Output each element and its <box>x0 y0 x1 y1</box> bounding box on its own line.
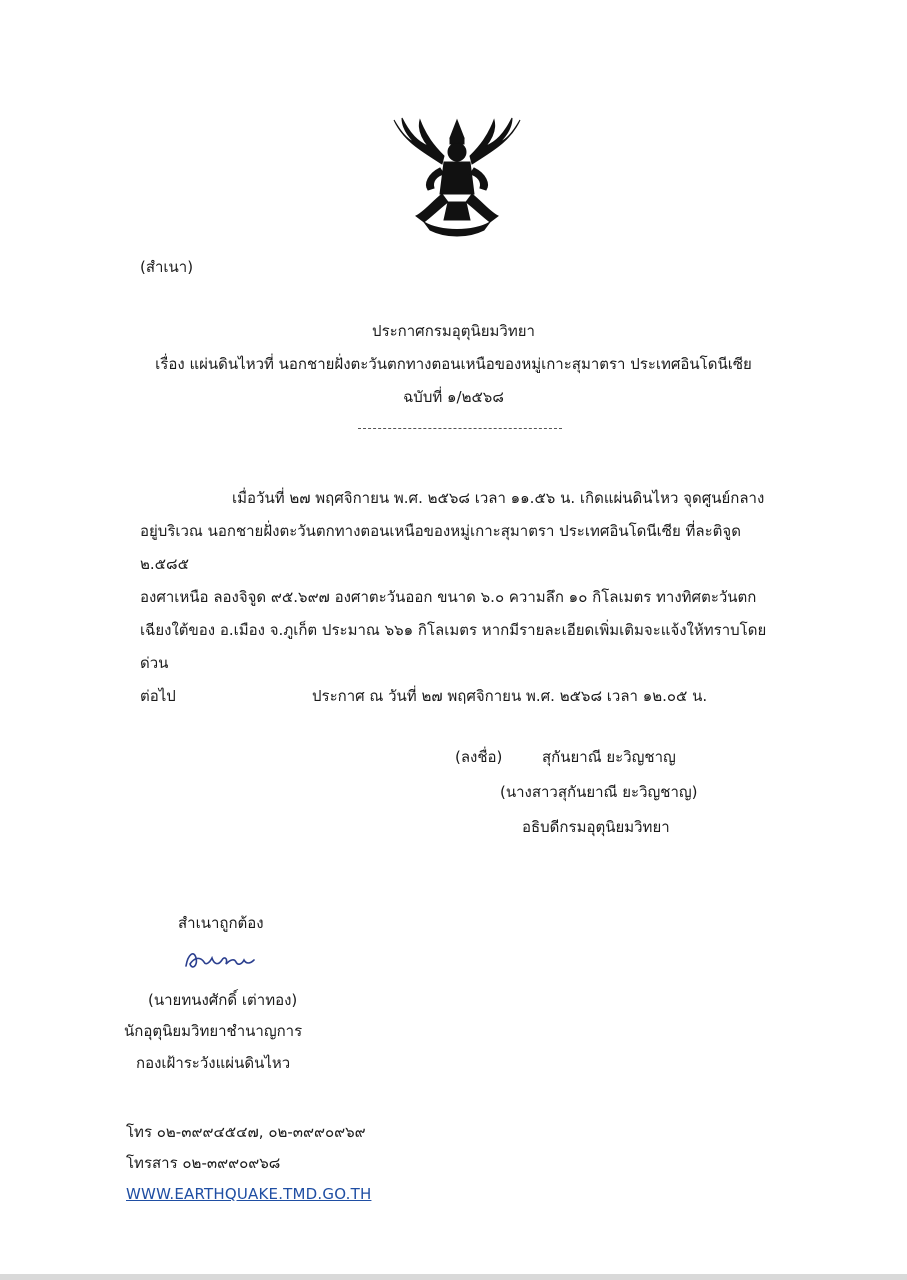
body-line: เมื่อวันที่ ๒๗ พฤศจิกายน พ.ศ. ๒๕๖๘ เวลา ๑๑.๕๖ น. เกิดแผ่นดินไหว จุดศูนย์กลาง <box>232 489 765 507</box>
signed-label: (ลงชื่อ) <box>455 748 503 766</box>
contact-phone: โทร ๐๒-๓๙๙๔๕๔๗, ๐๒-๓๙๙๐๙๖๙ <box>126 1123 366 1141</box>
body-line: เฉียงใต้ของ อ.เมือง จ.ภูเก็ต ประมาณ ๖๖๑ กิโลเมตร หากมีรายละเอียดเพิ่มเติมจะแจ้งให้ทราบโดยด่วน <box>140 621 767 672</box>
certifier-name: (นายทนงศักดิ์ เต่าทอง) <box>148 991 298 1009</box>
announcement-issue: ฉบับที่ ๑/๒๕๖๘ <box>403 388 504 406</box>
header-divider <box>358 428 562 429</box>
body-line: อยู่บริเวณ นอกชายฝั่งตะวันตกทางตอนเหนือของหมู่เกาะสุมาตรา ประเทศอินโดนีเซีย ที่ละติจูด ๒.๕๘๕ <box>140 522 741 573</box>
announce-date: ประกาศ ณ วันที่ ๒๗ พฤศจิกายน พ.ศ. ๒๕๖๘ เวลา ๑๒.๐๕ น. <box>312 687 708 705</box>
garuda-emblem-icon <box>384 112 530 240</box>
certifier-division: กองเฝ้าระวังแผ่นดินไหว <box>136 1054 291 1072</box>
certified-label: สำเนาถูกต้อง <box>178 914 264 932</box>
handwritten-signature <box>180 940 270 976</box>
website-link[interactable]: WWW.EARTHQUAKE.TMD.GO.TH <box>126 1185 372 1203</box>
contact-fax: โทรสาร ๐๒-๓๙๙๐๙๖๘ <box>126 1154 281 1172</box>
body-paragraph <box>140 482 772 713</box>
announcement-title: ประกาศกรมอุตุนิยมวิทยา <box>372 322 535 340</box>
body-line: องศาเหนือ ลองจิจูด ๙๕.๖๙๗ องศาตะวันออก ขนาด ๖.๐ ความลึก ๑๐ กิโลเมตร ทางทิศตะวันตก <box>140 588 757 606</box>
copy-label: (สำเนา) <box>140 258 194 276</box>
signed-name: สุกันยาณี ยะวิญชาญ <box>542 748 676 766</box>
body-line: ต่อไป <box>140 687 176 705</box>
certifier-position: นักอุตุนิยมวิทยาชำนาญการ <box>124 1022 303 1040</box>
signatory-position: อธิบดีกรมอุตุนิยมวิทยา <box>522 818 670 836</box>
signatory-full-name: (นางสาวสุกันยาณี ยะวิญชาญ) <box>500 783 698 801</box>
page-bottom-edge <box>0 1274 907 1280</box>
announcement-subject: เรื่อง แผ่นดินไหวที่ นอกชายฝั่งตะวันตกทางตอนเหนือของหมู่เกาะสุมาตรา ประเทศอินโดนีเซีย <box>155 355 752 373</box>
